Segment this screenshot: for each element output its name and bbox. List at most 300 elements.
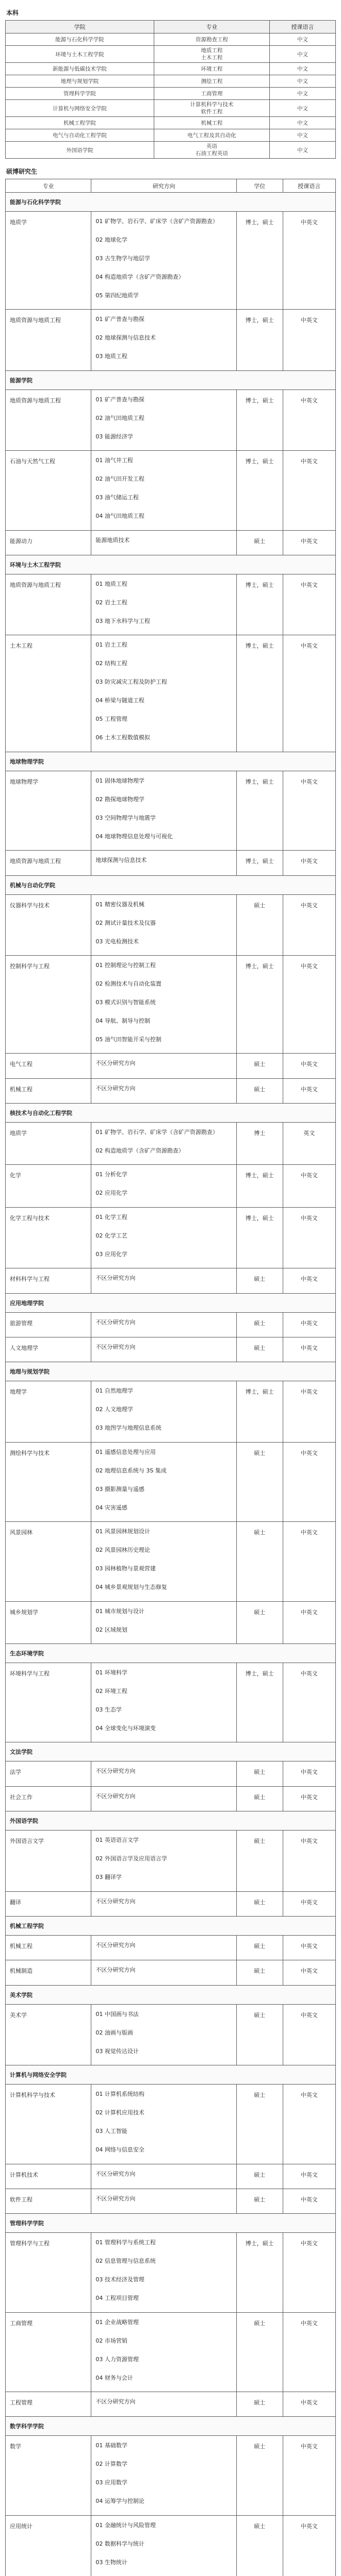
language-cell: 中英文 xyxy=(283,574,335,635)
specialty-cell: 翻译 xyxy=(6,1891,91,1916)
direction-item: 能源地质技术 xyxy=(95,536,130,544)
direction-item: 02 信息管理与信息系统 xyxy=(95,2258,156,2265)
direction-item: 地球探测与信息技术 xyxy=(95,857,147,864)
direction-item: 01 油气井工程 xyxy=(95,457,133,464)
direction-item: 03 人力资源管理 xyxy=(95,2355,139,2363)
table-row xyxy=(6,1078,336,1103)
direction-item: 02 计算数学 xyxy=(95,2461,127,2468)
language-cell: 中英文 xyxy=(283,1078,335,1103)
degree-cell: 硕士 xyxy=(236,2004,283,2065)
direction-cell xyxy=(91,2392,237,2417)
degree-cell: 硕士 xyxy=(236,1268,283,1293)
col-header-major: 专业 xyxy=(154,21,270,33)
direction-item: 03 地下水科学与工程 xyxy=(95,617,150,624)
degree-cell: 硕士 xyxy=(236,2392,283,2417)
table-row xyxy=(6,1268,336,1293)
direction-item: 01 自然地理学 xyxy=(95,1387,133,1395)
language-cell: 中文 xyxy=(270,33,336,46)
direction-cell xyxy=(91,212,237,310)
major-cell xyxy=(154,63,270,75)
direction-cell xyxy=(91,574,237,635)
major-cell xyxy=(154,142,270,159)
specialty-cell: 人文地理学 xyxy=(6,1337,91,1362)
school-cell: 电气与自动化工程学院 xyxy=(6,129,154,142)
degree-cell: 硕士 xyxy=(236,1786,283,1811)
grad-table xyxy=(5,179,336,2576)
table-row xyxy=(6,310,336,370)
direction-cell xyxy=(91,1381,237,1442)
direction-item: 01 矿物学、岩石学、矿床学（含矿产资源勘查） xyxy=(95,1129,218,1136)
specialty-cell: 计算机科学与技术 xyxy=(6,2084,91,2164)
direction-item: 03 模式识别与智能系统 xyxy=(95,998,156,1006)
direction-item: 02 地球化学 xyxy=(95,236,127,243)
direction-cell xyxy=(91,2164,237,2189)
language-cell: 中英文 xyxy=(283,1663,335,1742)
direction-item: 02 油气田开发工程 xyxy=(95,476,144,483)
language-cell: 中文 xyxy=(270,142,336,159)
degree-cell: 博士，硕士 xyxy=(236,1207,283,1268)
direction-item: 03 光电检测技术 xyxy=(95,938,139,945)
language-cell: 中文 xyxy=(270,88,336,100)
table-row xyxy=(6,530,336,555)
language-cell: 中文 xyxy=(270,63,336,75)
language-cell: 中英文 xyxy=(283,1337,335,1362)
degree-cell: 博士，硕士 xyxy=(236,574,283,635)
table-row xyxy=(6,100,336,117)
school-cell: 计算机与网络安全学院 xyxy=(6,100,154,117)
direction-item: 04 地球物理信息处理与可视化 xyxy=(95,833,173,840)
direction-item: 02 检测技术与自动化装置 xyxy=(95,980,161,987)
language-cell: 中英文 xyxy=(283,1891,335,1916)
table-row xyxy=(6,894,336,955)
degree-cell: 博士，硕士 xyxy=(236,771,283,850)
direction-item: 04 灾害遥感 xyxy=(95,1504,127,1511)
direction-item: 03 应用化学 xyxy=(95,1250,127,1258)
major-item: 工商管理 xyxy=(201,90,223,97)
direction-item: 02 数据科学与统计 xyxy=(95,2540,144,2547)
undergrad-table xyxy=(5,20,336,159)
direction-cell xyxy=(91,1663,237,1742)
direction-cell xyxy=(91,2233,237,2312)
direction-cell xyxy=(91,1054,237,1078)
table-row xyxy=(6,129,336,142)
direction-item: 04 油气田地质工程 xyxy=(95,513,144,520)
table-row xyxy=(6,2004,336,2065)
table-row xyxy=(6,2515,336,2576)
school-header-row xyxy=(6,875,336,894)
language-cell: 中英文 xyxy=(283,1831,335,1891)
table-row xyxy=(6,1663,336,1742)
degree-cell: 硕士 xyxy=(236,1312,283,1337)
language-cell: 中英文 xyxy=(283,1442,335,1521)
language-cell: 中文 xyxy=(270,100,336,117)
table-row xyxy=(6,389,336,450)
specialty-cell: 环境科学与工程 xyxy=(6,1663,91,1742)
direction-item: 不区分研究方向 xyxy=(95,1060,136,1067)
language-cell: 中英文 xyxy=(283,2233,335,2312)
table-row xyxy=(6,212,336,310)
direction-item: 不区分研究方向 xyxy=(95,1941,136,1948)
major-item: 地质工程 xyxy=(201,47,223,54)
table-row xyxy=(6,1960,336,1985)
direction-item: 04 工程项目管理 xyxy=(95,2295,139,2302)
degree-cell: 博士，硕士 xyxy=(236,1165,283,1207)
major-cell xyxy=(154,129,270,142)
direction-item: 02 外国语言学及应用语言学 xyxy=(95,1855,167,1862)
direction-item: 02 环境工程 xyxy=(95,1687,127,1694)
specialty-cell: 土木工程 xyxy=(6,635,91,752)
direction-item: 01 企业战略管理 xyxy=(95,2318,139,2326)
direction-item: 不区分研究方向 xyxy=(95,1768,136,1775)
direction-cell xyxy=(91,451,237,530)
specialty-cell: 工商管理 xyxy=(6,2312,91,2392)
language-cell: 中英文 xyxy=(283,1786,335,1811)
major-cell xyxy=(154,88,270,100)
direction-cell xyxy=(91,530,237,555)
direction-item: 03 古生物学与地层学 xyxy=(95,255,150,262)
table-row xyxy=(6,1786,336,1811)
direction-item: 02 应用化学 xyxy=(95,1190,127,1197)
language-cell: 中英文 xyxy=(283,771,335,850)
direction-item: 04 桥梁与隧道工程 xyxy=(95,697,144,704)
school-header-row xyxy=(6,752,336,771)
grad-title: 硕博研究生 xyxy=(6,168,38,175)
language-cell: 中英文 xyxy=(283,451,335,530)
direction-item: 04 网络与信息安全 xyxy=(95,2146,144,2154)
degree-cell: 硕士 xyxy=(236,1891,283,1916)
table-row xyxy=(6,1123,336,1165)
direction-cell xyxy=(91,1601,237,1643)
school-header-row xyxy=(6,555,336,574)
direction-item: 01 英语语言文学 xyxy=(95,1837,139,1844)
table-row xyxy=(6,451,336,530)
specialty-cell: 仪器科学与技术 xyxy=(6,894,91,955)
degree-cell: 硕士 xyxy=(236,2084,283,2164)
specialty-cell: 地质资源与地质工程 xyxy=(6,389,91,450)
direction-item: 04 财务与会计 xyxy=(95,2374,133,2381)
specialty-cell: 能源动力 xyxy=(6,530,91,555)
language-cell: 中英文 xyxy=(283,1381,335,1442)
grad-section xyxy=(5,164,336,2576)
direction-item: 03 地质工程 xyxy=(95,353,127,360)
language-cell: 中英文 xyxy=(283,2392,335,2417)
school-name: 美术学院 xyxy=(6,1985,336,2004)
table-row xyxy=(6,1442,336,1521)
direction-cell xyxy=(91,955,237,1053)
language-cell: 中英文 xyxy=(283,1935,335,1960)
direction-cell xyxy=(91,1123,237,1165)
language-cell: 中英文 xyxy=(283,955,335,1053)
language-cell: 中英文 xyxy=(283,1207,335,1268)
direction-item: 02 地球探测与信息技术 xyxy=(95,334,156,342)
direction-item: 01 风景园林规划设计 xyxy=(95,1528,150,1535)
school-name: 环境与土木工程学院 xyxy=(6,555,336,574)
table-row xyxy=(6,1935,336,1960)
school-header-row xyxy=(6,2065,336,2084)
undergrad-header-row xyxy=(6,21,336,33)
language-cell: 中英文 xyxy=(283,2312,335,2392)
direction-cell xyxy=(91,851,237,875)
language-cell: 中英文 xyxy=(283,2436,335,2515)
language-cell: 中英文 xyxy=(283,2515,335,2576)
table-row xyxy=(6,46,336,63)
col-header-degree: 学位 xyxy=(236,179,283,193)
specialty-cell: 风景园林 xyxy=(6,1522,91,1601)
direction-item: 不区分研究方向 xyxy=(95,1275,136,1282)
major-item: 计算机科学与技术 xyxy=(190,101,234,108)
specialty-cell: 测绘科学与技术 xyxy=(6,1442,91,1521)
degree-cell: 博士，硕士 xyxy=(236,389,283,450)
table-row xyxy=(6,1601,336,1643)
direction-item: 03 视觉传达设计 xyxy=(95,2047,139,2055)
degree-cell: 硕士 xyxy=(236,1831,283,1891)
specialty-cell: 工程管理 xyxy=(6,2392,91,2417)
school-header-row xyxy=(6,1362,336,1381)
direction-cell xyxy=(91,1522,237,1601)
direction-item: 不区分研究方向 xyxy=(95,2195,136,2202)
table-row xyxy=(6,117,336,129)
language-cell: 中英文 xyxy=(283,310,335,370)
language-cell: 中文 xyxy=(270,75,336,88)
direction-item: 01 控制理论与控制工程 xyxy=(95,961,156,969)
table-row xyxy=(6,2233,336,2312)
specialty-cell: 法学 xyxy=(6,1761,91,1786)
table-row xyxy=(6,142,336,159)
major-item: 土木工程 xyxy=(201,55,223,61)
language-cell: 中英文 xyxy=(283,530,335,555)
table-row xyxy=(6,1381,336,1442)
language-cell: 中英文 xyxy=(283,635,335,752)
direction-item: 05 油气田智能开采与控制 xyxy=(95,1036,161,1043)
direction-item: 01 遥感信息处理与应用 xyxy=(95,1448,156,1455)
direction-item: 03 防灾减灾工程及防护工程 xyxy=(95,679,167,686)
direction-item: 01 化学工程 xyxy=(95,1213,127,1221)
language-cell: 中英文 xyxy=(283,1522,335,1601)
school-header-row xyxy=(6,1985,336,2004)
direction-item: 02 油画与版画 xyxy=(95,2029,133,2036)
school-name: 能源与石化科学学院 xyxy=(6,193,336,212)
degree-cell: 博士，硕士 xyxy=(236,1663,283,1742)
direction-cell xyxy=(91,1786,237,1811)
direction-item: 不区分研究方向 xyxy=(95,1344,136,1351)
major-item: 石油工程英语 xyxy=(196,150,228,157)
direction-item: 不区分研究方向 xyxy=(95,1792,136,1800)
direction-item: 01 基础数学 xyxy=(95,2442,127,2449)
school-name: 管理科学学院 xyxy=(6,2214,336,2233)
specialty-cell: 软件工程 xyxy=(6,2189,91,2213)
direction-cell xyxy=(91,1207,237,1268)
direction-cell xyxy=(91,1935,237,1960)
degree-cell: 硕士 xyxy=(236,1078,283,1103)
direction-cell xyxy=(91,635,237,752)
direction-item: 02 市场营销 xyxy=(95,2337,127,2344)
direction-item: 02 地理信息系统与 3S 集成 xyxy=(95,1467,167,1474)
table-row xyxy=(6,1207,336,1268)
degree-cell: 博士，硕士 xyxy=(236,451,283,530)
grad-table-body xyxy=(6,193,336,2576)
specialty-cell: 外国语言文学 xyxy=(6,1831,91,1891)
direction-item: 不区分研究方向 xyxy=(95,1084,136,1092)
direction-cell xyxy=(91,310,237,370)
major-cell xyxy=(154,100,270,117)
direction-item: 01 精密仪器及机械 xyxy=(95,901,144,908)
direction-item: 不区分研究方向 xyxy=(95,1897,136,1905)
undergrad-section xyxy=(5,5,336,159)
school-header-row xyxy=(6,2417,336,2436)
specialty-cell: 数学 xyxy=(6,2436,91,2515)
major-item: 环境工程 xyxy=(201,65,223,72)
direction-item: 04 构造地质学（含矿产资源勘查） xyxy=(95,274,184,280)
table-row xyxy=(6,75,336,88)
table-row xyxy=(6,33,336,46)
grad-header-row xyxy=(6,179,336,193)
direction-item: 05 工程管理 xyxy=(95,716,127,723)
direction-item: 03 翻译学 xyxy=(95,1874,122,1881)
major-cell xyxy=(154,75,270,88)
direction-item: 01 计算机系统结构 xyxy=(95,2091,144,2098)
school-header-row xyxy=(6,1104,336,1123)
language-cell: 中英文 xyxy=(283,2084,335,2164)
table-row xyxy=(6,1165,336,1207)
degree-cell: 硕士 xyxy=(236,1337,283,1362)
table-row xyxy=(6,2189,336,2213)
direction-cell xyxy=(91,894,237,955)
direction-item: 01 岩土工程 xyxy=(95,641,127,649)
direction-item: 05 第四纪地质学 xyxy=(95,292,139,299)
specialty-cell: 应用统计 xyxy=(6,2515,91,2576)
direction-item: 03 生态学 xyxy=(95,1706,122,1713)
language-cell: 中英文 xyxy=(283,1054,335,1078)
school-name: 能源学院 xyxy=(6,370,336,389)
specialty-cell: 石油与天然气工程 xyxy=(6,451,91,530)
direction-cell xyxy=(91,1891,237,1916)
table-row xyxy=(6,1831,336,1891)
language-cell: 中英文 xyxy=(283,2189,335,2213)
table-row xyxy=(6,2312,336,2392)
degree-cell: 硕士 xyxy=(236,1522,283,1601)
degree-cell: 硕士 xyxy=(236,2436,283,2515)
direction-item: 不区分研究方向 xyxy=(95,2170,136,2177)
direction-item: 03 油气储运工程 xyxy=(95,494,139,501)
direction-item: 03 生物统计 xyxy=(95,2558,127,2566)
school-cell: 新能源与低碳技术学院 xyxy=(6,63,154,75)
direction-item: 01 地质工程 xyxy=(95,580,127,587)
degree-cell: 博士 xyxy=(236,1123,283,1165)
direction-item: 04 全球变化与环境演变 xyxy=(95,1724,156,1732)
col-header-specialty: 专业 xyxy=(6,179,91,193)
degree-cell: 硕士 xyxy=(236,2312,283,2392)
specialty-cell: 地质资源与地质工程 xyxy=(6,310,91,370)
language-cell: 中英文 xyxy=(283,2164,335,2189)
table-row xyxy=(6,635,336,752)
major-cell xyxy=(154,46,270,63)
direction-item: 02 结构工程 xyxy=(95,660,127,667)
specialty-cell: 地质学 xyxy=(6,212,91,310)
direction-item: 02 构造地质学（含矿产资源勘查） xyxy=(95,1147,184,1155)
direction-item: 02 岩土工程 xyxy=(95,599,127,606)
table-row xyxy=(6,771,336,850)
degree-cell: 博士，硕士 xyxy=(236,212,283,310)
direction-item: 不区分研究方向 xyxy=(95,1967,136,1974)
specialty-cell: 地质资源与地质工程 xyxy=(6,851,91,875)
direction-item: 01 城市规划与设计 xyxy=(95,1607,144,1615)
direction-cell xyxy=(91,1165,237,1207)
language-cell: 中文 xyxy=(270,117,336,129)
direction-item: 03 能源经济学 xyxy=(95,433,133,440)
table-row xyxy=(6,955,336,1053)
language-cell: 中文 xyxy=(270,129,336,142)
col-header-school: 学院 xyxy=(6,21,154,33)
direction-item: 04 导航、制导与控制 xyxy=(95,1017,150,1024)
major-item: 机械工程 xyxy=(201,120,223,126)
degree-cell: 博士，硕士 xyxy=(236,1381,283,1442)
direction-item: 不区分研究方向 xyxy=(95,2398,136,2405)
degree-cell: 硕士 xyxy=(236,1935,283,1960)
direction-item: 01 管理科学与系统工程 xyxy=(95,2239,156,2246)
language-cell: 中英文 xyxy=(283,1165,335,1207)
language-cell: 中英文 xyxy=(283,1960,335,1985)
table-row xyxy=(6,1761,336,1786)
major-item: 软件工程 xyxy=(201,109,223,115)
direction-cell xyxy=(91,1960,237,1985)
direction-cell xyxy=(91,2189,237,2213)
school-cell: 外国语学院 xyxy=(6,142,154,159)
major-cell xyxy=(154,33,270,46)
degree-cell: 硕士 xyxy=(236,894,283,955)
direction-item: 不区分研究方向 xyxy=(95,1318,136,1326)
direction-cell xyxy=(91,2436,237,2515)
direction-item: 01 矿产普查与勘探 xyxy=(95,316,144,323)
direction-cell xyxy=(91,1337,237,1362)
specialty-cell: 美术学 xyxy=(6,2004,91,2065)
undergrad-title: 本科 xyxy=(6,9,19,16)
col-header-language: 授课语言 xyxy=(270,21,336,33)
degree-cell: 博士，硕士 xyxy=(236,955,283,1053)
major-item: 测绘工程 xyxy=(201,78,223,84)
major-item: 英语 xyxy=(206,143,217,149)
direction-item: 04 城乡景观规划与生态修复 xyxy=(95,1584,167,1591)
direction-cell xyxy=(91,1268,237,1293)
col-header-language: 授课语言 xyxy=(283,179,335,193)
specialty-cell: 控制科学与工程 xyxy=(6,955,91,1053)
school-name: 地理与规划学院 xyxy=(6,1362,336,1381)
language-cell: 中英文 xyxy=(283,894,335,955)
table-row xyxy=(6,1337,336,1362)
major-cell xyxy=(154,117,270,129)
direction-item: 06 土木工程数值模拟 xyxy=(95,734,150,741)
table-row xyxy=(6,2436,336,2515)
direction-cell xyxy=(91,1442,237,1521)
table-row xyxy=(6,63,336,75)
direction-item: 03 地图学与地理信息系统 xyxy=(95,1425,161,1432)
direction-item: 04 运筹学与控制论 xyxy=(95,2498,144,2505)
language-cell: 中文 xyxy=(270,46,336,63)
direction-item: 03 人工智能 xyxy=(95,2128,127,2135)
direction-item: 01 分析化学 xyxy=(95,1171,127,1178)
school-header-row xyxy=(6,2214,336,2233)
table-row xyxy=(6,851,336,875)
table-row xyxy=(6,2392,336,2417)
direction-item: 03 空间物理学与地震学 xyxy=(95,814,156,821)
degree-cell: 硕士 xyxy=(236,1054,283,1078)
table-row xyxy=(6,1312,336,1337)
school-header-row xyxy=(6,1811,336,1831)
direction-item: 02 区域规划 xyxy=(95,1626,127,1633)
table-row xyxy=(6,2164,336,2189)
specialty-cell: 机械工程 xyxy=(6,1078,91,1103)
direction-cell xyxy=(91,1078,237,1103)
school-cell: 环境与土木工程学院 xyxy=(6,46,154,63)
